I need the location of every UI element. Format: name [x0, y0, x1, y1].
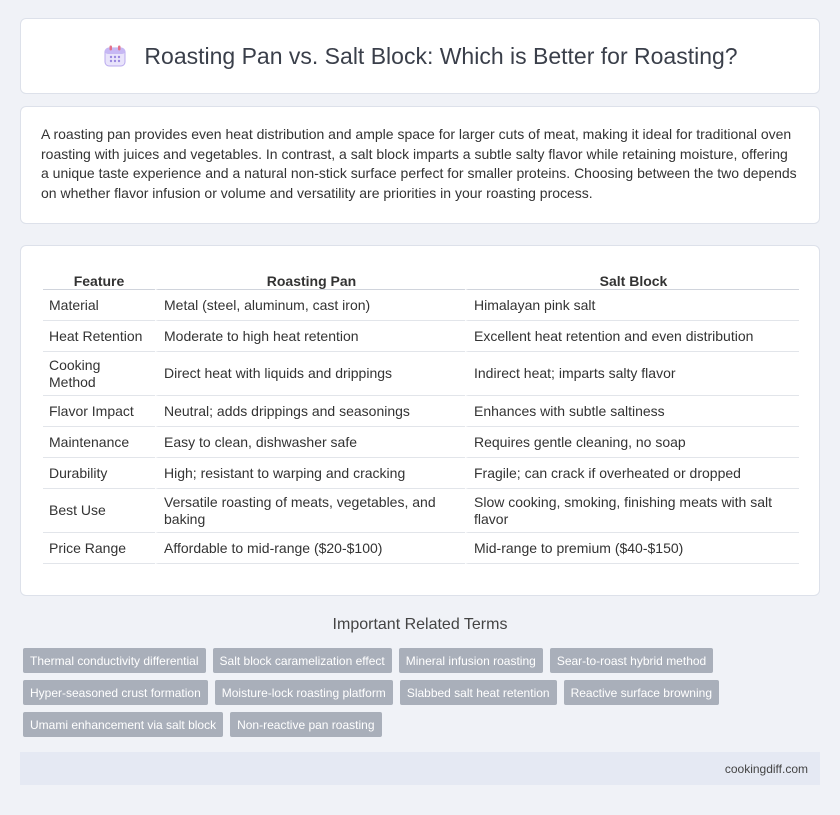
related-term-tag[interactable]: Non-reactive pan roasting [230, 712, 381, 737]
table-row [43, 427, 799, 458]
salt-block-cell: Requires gentle cleaning, no soap [465, 427, 799, 458]
calendar-icon [102, 43, 128, 69]
related-terms-list [23, 648, 813, 737]
feature-cell: Best Use [43, 489, 155, 533]
roasting-pan-cell: Moderate to high heat retention [155, 321, 465, 352]
related-term-tag[interactable]: Salt block caramelization effect [213, 648, 392, 673]
related-term-tag[interactable]: Slabbed salt heat retention [400, 680, 557, 705]
salt-block-cell: Excellent heat retention and even distribution [465, 321, 799, 352]
feature-cell: Maintenance [43, 427, 155, 458]
table-row [43, 458, 799, 489]
related-term-tag[interactable]: Mineral infusion roasting [399, 648, 543, 673]
table-row [43, 352, 799, 396]
related-term-tag[interactable]: Thermal conductivity differential [23, 648, 206, 673]
roasting-pan-cell: Metal (steel, aluminum, cast iron) [155, 290, 465, 321]
salt-block-cell: Slow cooking, smoking, finishing meats with salt flavor [465, 489, 799, 533]
related-term-tag[interactable]: Moisture-lock roasting platform [215, 680, 393, 705]
title-card [20, 18, 820, 94]
page-title: Roasting Pan vs. Salt Block: Which is Better for Roasting? [144, 42, 738, 69]
table-row [43, 396, 799, 427]
salt-block-cell: Mid-range to premium ($40-$150) [465, 533, 799, 564]
intro-text: A roasting pan provides even heat distribution and ample space for larger cuts of meat, making it ideal for traditional oven roasting with juices and vegetables. In contrast, a salt block imparts a subtle salty flavor while retaining moisture, offering a unique taste experience and a natural non-stick surface perfect for smaller proteins. Choosing between the two depends on whether flavor infusion or volume and versatility are priorities in your roasting process. [41, 126, 797, 201]
table-header-row [43, 266, 799, 290]
roasting-pan-cell: High; resistant to warping and cracking [155, 458, 465, 489]
roasting-pan-cell: Neutral; adds drippings and seasonings [155, 396, 465, 427]
roasting-pan-cell: Versatile roasting of meats, vegetables, and baking [155, 489, 465, 533]
related-term-tag[interactable]: Hyper-seasoned crust formation [23, 680, 208, 705]
table-row [43, 489, 799, 533]
salt-block-cell: Indirect heat; imparts salty flavor [465, 352, 799, 396]
header-salt-block: Salt Block [465, 266, 799, 290]
comparison-table-card [20, 245, 820, 596]
footer-site-link[interactable]: cookingdiff.com [724, 761, 808, 776]
feature-cell: Flavor Impact [43, 396, 155, 427]
footer [20, 752, 820, 785]
salt-block-cell: Enhances with subtle saltiness [465, 396, 799, 427]
header-roasting-pan: Roasting Pan [155, 266, 465, 290]
intro-card [20, 106, 820, 224]
feature-cell: Cooking Method [43, 352, 155, 396]
roasting-pan-cell: Affordable to mid-range ($20-$100) [155, 533, 465, 564]
feature-cell: Heat Retention [43, 321, 155, 352]
salt-block-cell: Himalayan pink salt [465, 290, 799, 321]
feature-cell: Price Range [43, 533, 155, 564]
header-feature: Feature [43, 266, 155, 290]
related-term-tag[interactable]: Sear-to-roast hybrid method [550, 648, 713, 673]
related-term-tag[interactable]: Umami enhancement via salt block [23, 712, 223, 737]
table-row [43, 290, 799, 321]
related-term-tag[interactable]: Reactive surface browning [564, 680, 719, 705]
feature-cell: Durability [43, 458, 155, 489]
feature-cell: Material [43, 290, 155, 321]
salt-block-cell: Fragile; can crack if overheated or dropped [465, 458, 799, 489]
table-row [43, 321, 799, 352]
comparison-table [43, 266, 799, 564]
table-row [43, 533, 799, 564]
roasting-pan-cell: Direct heat with liquids and drippings [155, 352, 465, 396]
roasting-pan-cell: Easy to clean, dishwasher safe [155, 427, 465, 458]
related-terms-title: Important Related Terms [332, 616, 508, 633]
